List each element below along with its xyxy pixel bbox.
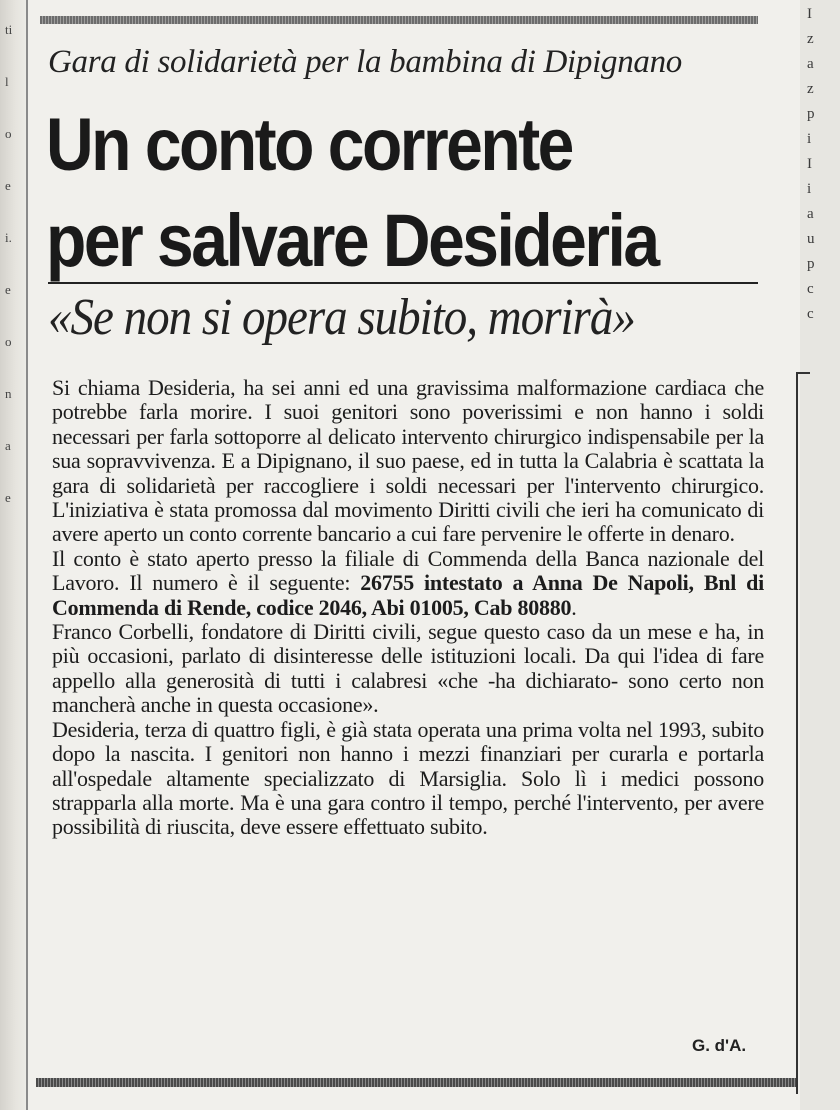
margin-fragment: i [807,181,812,197]
margin-fragment: ti [5,22,13,37]
margin-fragment: e [5,490,11,505]
article-paragraph [52,718,764,840]
pull-quote: «Se non si opera subito, morirà» [48,289,635,347]
margin-fragment: i [807,131,812,147]
margin-fragment: p [807,106,815,122]
paragraph-text: Franco Corbelli, fondatore di Diritti civili, segue questo caso da un mese e ha, in più occasioni, parlato di disinteresse delle istituzioni locali. Da qui l'idea di fare appello alla generosità di tutti i calabresi «che -ha dichiarato- sono certo non mancherà anche in questa occasione». [52,619,764,718]
margin-fragment: n [5,386,12,401]
headline-line: Un conto corrente [46,102,572,186]
bank-details: 26755 intestato a Anna De Napoli, Bnl di Commenda di Rende, codice 2046, Abi 01005, Cab 80880 [52,570,764,620]
column-bracket [796,372,810,1094]
margin-fragment: z [807,81,814,97]
kicker: Gara di solidarietà per la bambina di Dipignano [48,44,682,80]
article-paragraph [52,376,764,547]
margin-fragment: o [5,334,12,349]
margin-fragment: a [807,56,814,72]
article-paragraph [52,620,764,718]
bottom-rule [36,1078,796,1087]
article-body [52,376,764,840]
adjacent-column-strip-left [0,0,28,1110]
margin-fragment: z [807,31,814,47]
paragraph-text: Si chiama Desideria, ha sei anni ed una gravissima malformazione cardiaca che potrebbe farla morire. I suoi genitori sono poverissimi e non hanno i soldi necessari per farla sottoporre al delicato intervento chirurgico indispensabile per la sua sopravvivenza. E a Dipignano, il suo paese, ed in tutta la Calabria è scattata la gara di solidarietà per raccogliere i soldi necessari per l'intervento chirurgico. L'iniziativa è stata promossa dal movimento Diritti civili che ieri ha comunicato di avere aperto un conto corrente bancario a cui fare pervenire le offerte in denaro. [52,375,764,547]
margin-fragment: c [807,306,814,322]
margin-fragment: e [5,178,11,193]
byline: G. d'A. [692,1036,747,1055]
paragraph-text: Desideria, terza di quattro figli, è già stata operata una prima volta nel 1993, subito dopo la nascita. I genitori non hanno i mezzi finanziari per curarla e portarla all'ospedale altamente specializzato di Marsiglia. Solo lì i medici possono strapparla alla morte. Ma è una gara contro il tempo, perché l'intervento, per avere possibilità di riuscita, deve essere effettuato subito. [52,716,764,840]
headline-rule [48,282,758,284]
margin-fragment: l [5,74,9,89]
article-paragraph [52,547,764,620]
paragraph-text: Il conto è stato aperto presso la filiale di Commenda della Banca nazionale del Lavoro. Il numero è il seguente: [52,545,764,596]
margin-fragment: p [807,256,815,272]
margin-fragment: c [807,281,814,297]
paragraph-text: . [571,594,577,620]
margin-fragment: o [5,126,12,141]
top-rule [40,16,758,24]
margin-fragment: i. [5,230,12,245]
headline-line: per salvare Desideria [46,199,658,282]
margin-fragment: a [807,206,814,222]
margin-fragment: I [807,156,812,172]
margin-fragment: u [807,231,815,247]
margin-fragment: e [5,282,11,297]
margin-fragment: a [5,438,11,453]
headline [46,96,786,289]
margin-fragment: I [807,6,812,22]
